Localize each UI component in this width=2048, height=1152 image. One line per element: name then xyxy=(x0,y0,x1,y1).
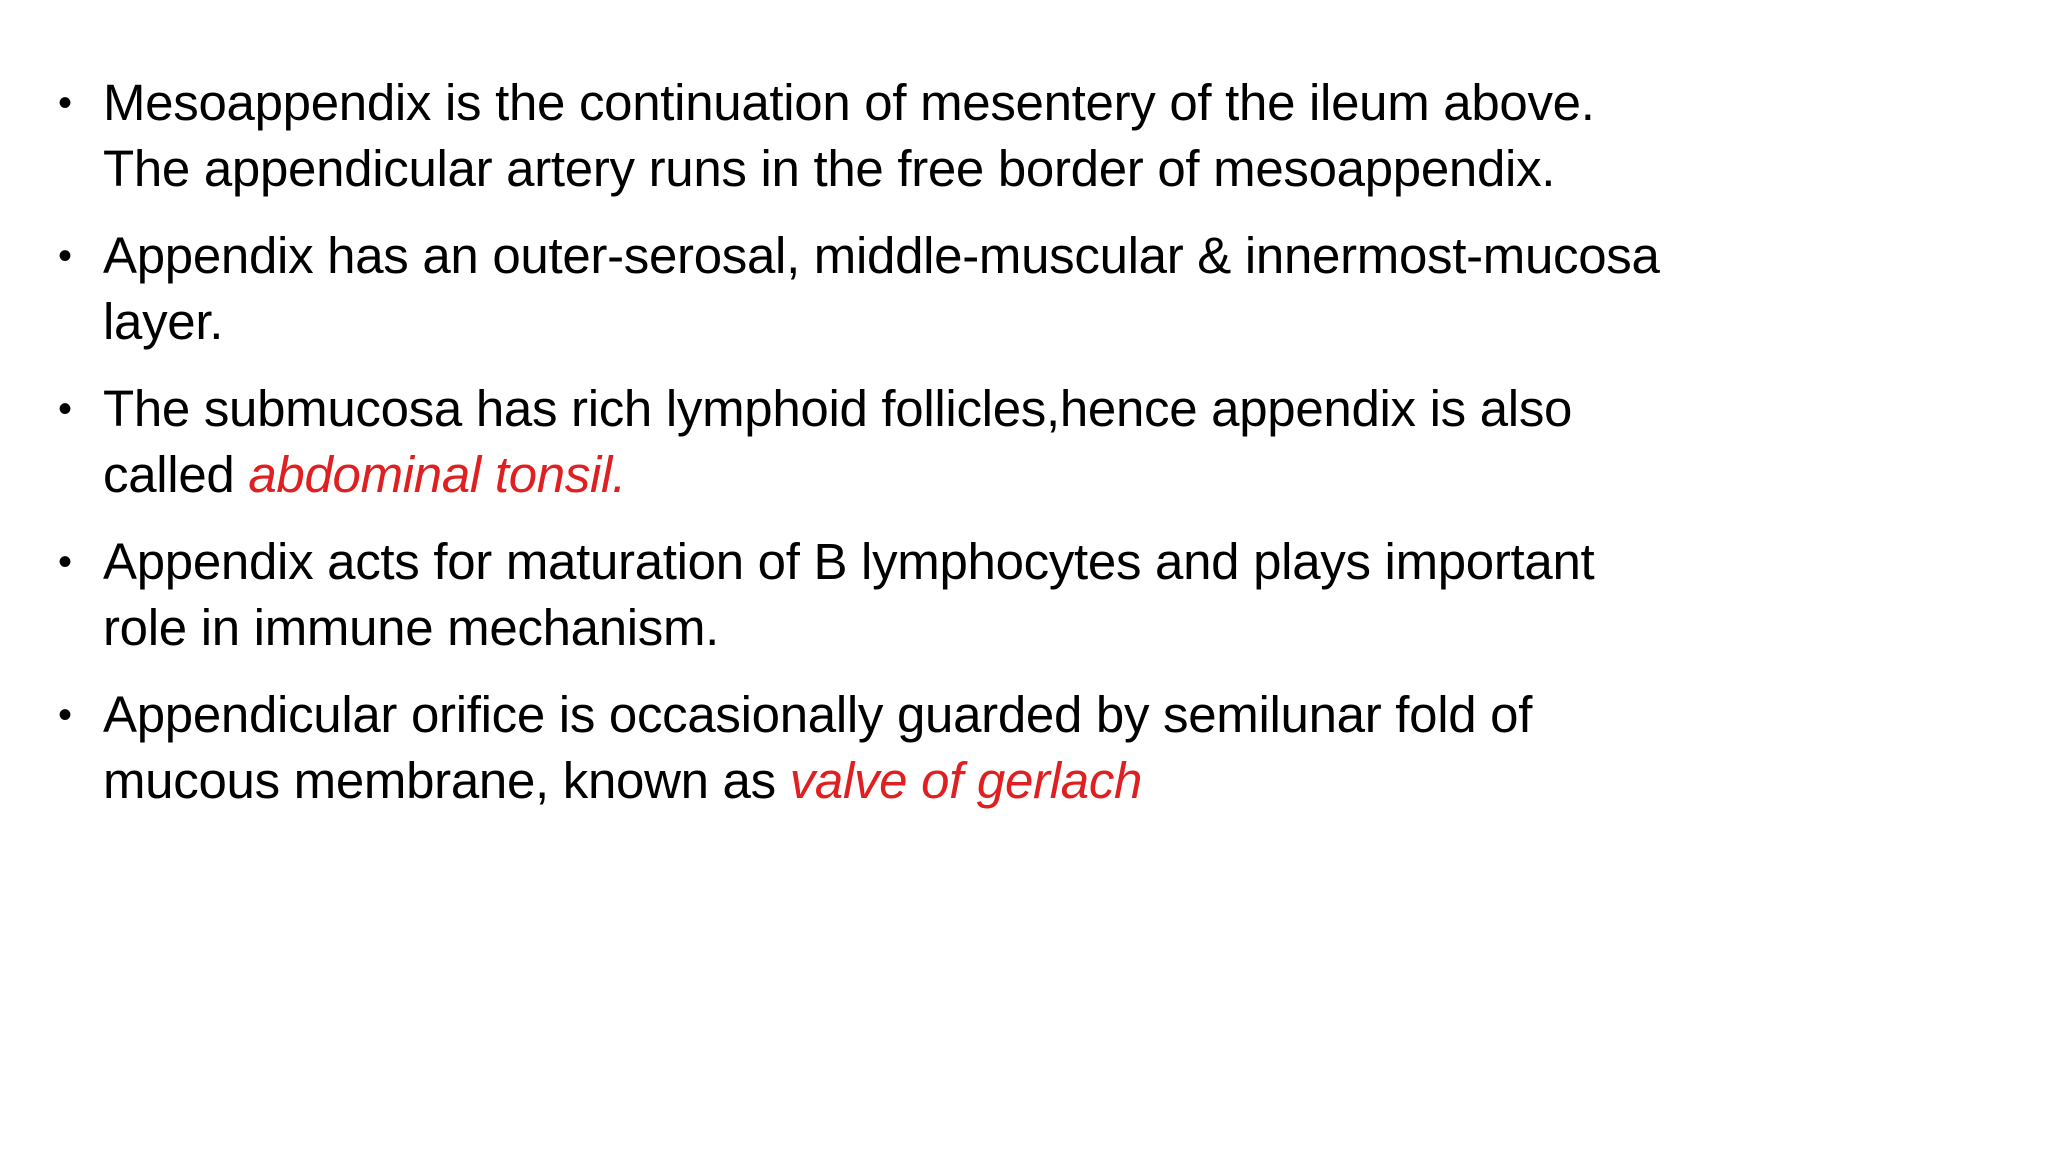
bullet-text-line: Appendix has an outer-serosal, middle-muscular & innermost-mucosa xyxy=(103,227,1660,284)
bullet-text-line: role in immune mechanism. xyxy=(103,599,720,656)
bullet-dot-icon: • xyxy=(58,234,72,278)
bullet-text-line: Appendix acts for maturation of B lymphocytes and plays important xyxy=(103,533,1595,590)
bullet-item-mesoappendix xyxy=(58,70,1838,202)
bullet-text-line: Appendicular orifice is occasionally guarded by semilunar fold of xyxy=(103,686,1533,743)
bullet-text-prefix: mucous membrane, known as xyxy=(103,752,790,809)
bullet-item-b-lymphocytes xyxy=(58,529,1838,661)
bullet-item-layers xyxy=(58,223,1838,355)
bullet-dot-icon: • xyxy=(58,387,72,431)
bullet-text-line: Mesoappendix is the continuation of mesentery of the ileum above. xyxy=(103,74,1595,131)
bullet-dot-icon: • xyxy=(58,693,72,737)
bullet-list xyxy=(58,70,1838,835)
bullet-text-prefix: called xyxy=(103,446,249,503)
bullet-item-orifice xyxy=(58,682,1838,814)
bullet-dot-icon: • xyxy=(58,540,72,584)
highlighted-term-valve-of-gerlach: valve of gerlach xyxy=(789,752,1143,809)
bullet-dot-icon: • xyxy=(58,81,72,125)
bullet-text-line: layer. xyxy=(103,293,224,350)
bullet-item-submucosa xyxy=(58,376,1838,508)
highlighted-term-abdominal-tonsil: abdominal tonsil. xyxy=(248,446,626,503)
bullet-text-line: The submucosa has rich lymphoid follicles,hence appendix is also xyxy=(103,380,1573,437)
bullet-text-line: The appendicular artery runs in the free border of mesoappendix. xyxy=(103,140,1556,197)
